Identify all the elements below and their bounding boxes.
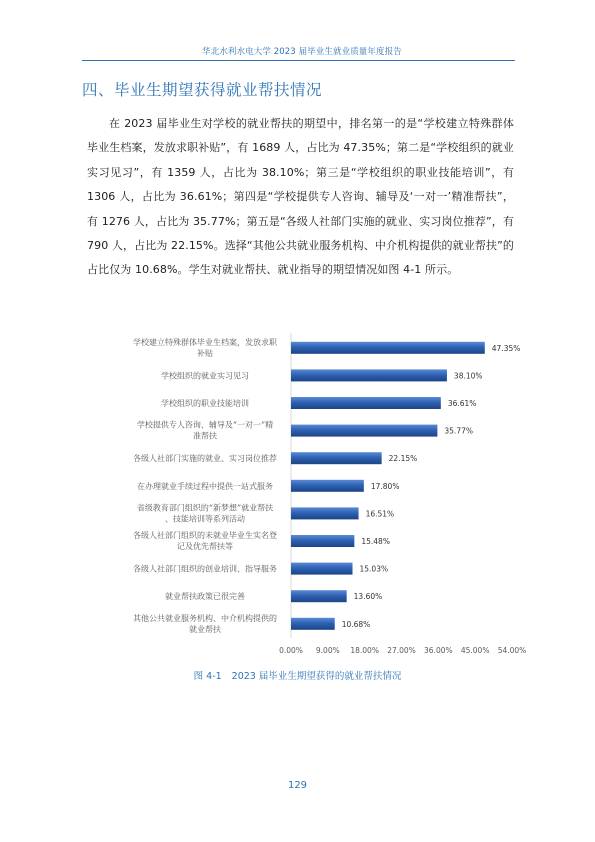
category-label: 学校提供专人咨询、辅导及“一对一”精准帮扶 — [136, 420, 274, 441]
bar — [291, 590, 347, 602]
bar — [291, 535, 354, 547]
category-label: 其他公共就业服务机构、中介机构提供的就业帮扶 — [133, 613, 277, 634]
x-tick-label: 45.00% — [460, 646, 490, 655]
x-tick-label: 9.00% — [315, 646, 340, 655]
x-tick-label: 18.00% — [350, 646, 379, 655]
bar-value-label: 16.51% — [365, 509, 395, 519]
bar-value-label: 22.15% — [388, 454, 418, 464]
category-label: 各级人社部门组织的未就业毕业生实名登记及优先帮扶等 — [133, 531, 277, 551]
page-number: 129 — [287, 780, 308, 791]
x-tick-label: 36.00% — [424, 646, 453, 655]
category-label: 学校组织的职业技能培训 — [161, 399, 249, 408]
bar-value-label: 13.60% — [353, 592, 383, 602]
category-label: 在办理就业手续过程中提供一站式服务 — [137, 481, 273, 491]
category-label: 各级人社部门实施的就业、实习岗位推荐 — [133, 454, 277, 464]
category-label: 就业帮扶政策已很完善 — [165, 592, 245, 602]
figure-caption — [0, 668, 595, 682]
bar-value-label: 47.35% — [491, 343, 521, 353]
bar — [291, 618, 335, 630]
category-label: 省级教育部门组织的“新梦想”就业帮扶、技能培训等系列活动 — [136, 503, 274, 524]
x-tick-label: 27.00% — [387, 646, 416, 655]
bar — [291, 425, 437, 437]
bar-value-label: 15.48% — [361, 537, 390, 546]
figure-caption-text: 2023 届毕业生期望获得的就业帮扶情况 — [231, 671, 402, 682]
category-label: 各级人社部门组织的创业培训、指导服务 — [133, 564, 277, 574]
bar-value-label: 15.03% — [359, 564, 389, 574]
category-label: 学校建立特殊群体毕业生档案，发放求职补贴 — [133, 337, 277, 358]
section-title: 四、毕业生期望获得就业帮扶情况 — [82, 81, 323, 99]
bar — [291, 369, 447, 381]
bar — [291, 563, 353, 575]
bar-value-label: 35.77% — [444, 426, 474, 436]
bar-value-label: 36.61% — [447, 399, 477, 408]
x-tick-label: 0.00% — [279, 646, 303, 655]
bar-value-label: 38.10% — [453, 371, 483, 381]
body-paragraph: 在 2023 届毕业生对学校的就业帮扶的期望中，排名第一的是“学校建立特殊群体毕业生档案，发放求职补贴”，有 1689 人，占比为 47.35%；第二是“学校组织的就业实习见习”，有 1359 人，占比为 38.10%；第三是“学校组织的职业技能培训”，有 1306 人，占比为 36.61%；第四是“学校提供专人咨询、辅导及‘一对一’精准帮扶”，有 1276 人，占比为 35.77%；第五是“各级人社部门实施的就业、实习岗位推荐”，有 790 人，占比为 22.15%。选择“其他公共就业服务机构、中介机构提供的就业帮扶”的占比仅为 10.68%。学生对就业帮扶、就业指导的期望情况如图 4-1 所示。 — [87, 117, 514, 277]
running-header: 华北水利水电大学 2023 届毕业生就业质量年度报告 — [202, 47, 402, 57]
bar-value-label: 10.68% — [341, 619, 371, 629]
x-tick-label: 54.00% — [497, 646, 527, 655]
bar — [291, 452, 382, 464]
bar-value-label: 17.80% — [370, 481, 400, 491]
category-label: 学校组织的就业实习见习 — [161, 371, 249, 381]
bar — [291, 507, 359, 519]
figure-number: 图 4-1 — [193, 671, 222, 682]
bar — [291, 397, 441, 409]
bar — [291, 480, 364, 492]
bar — [291, 342, 485, 354]
